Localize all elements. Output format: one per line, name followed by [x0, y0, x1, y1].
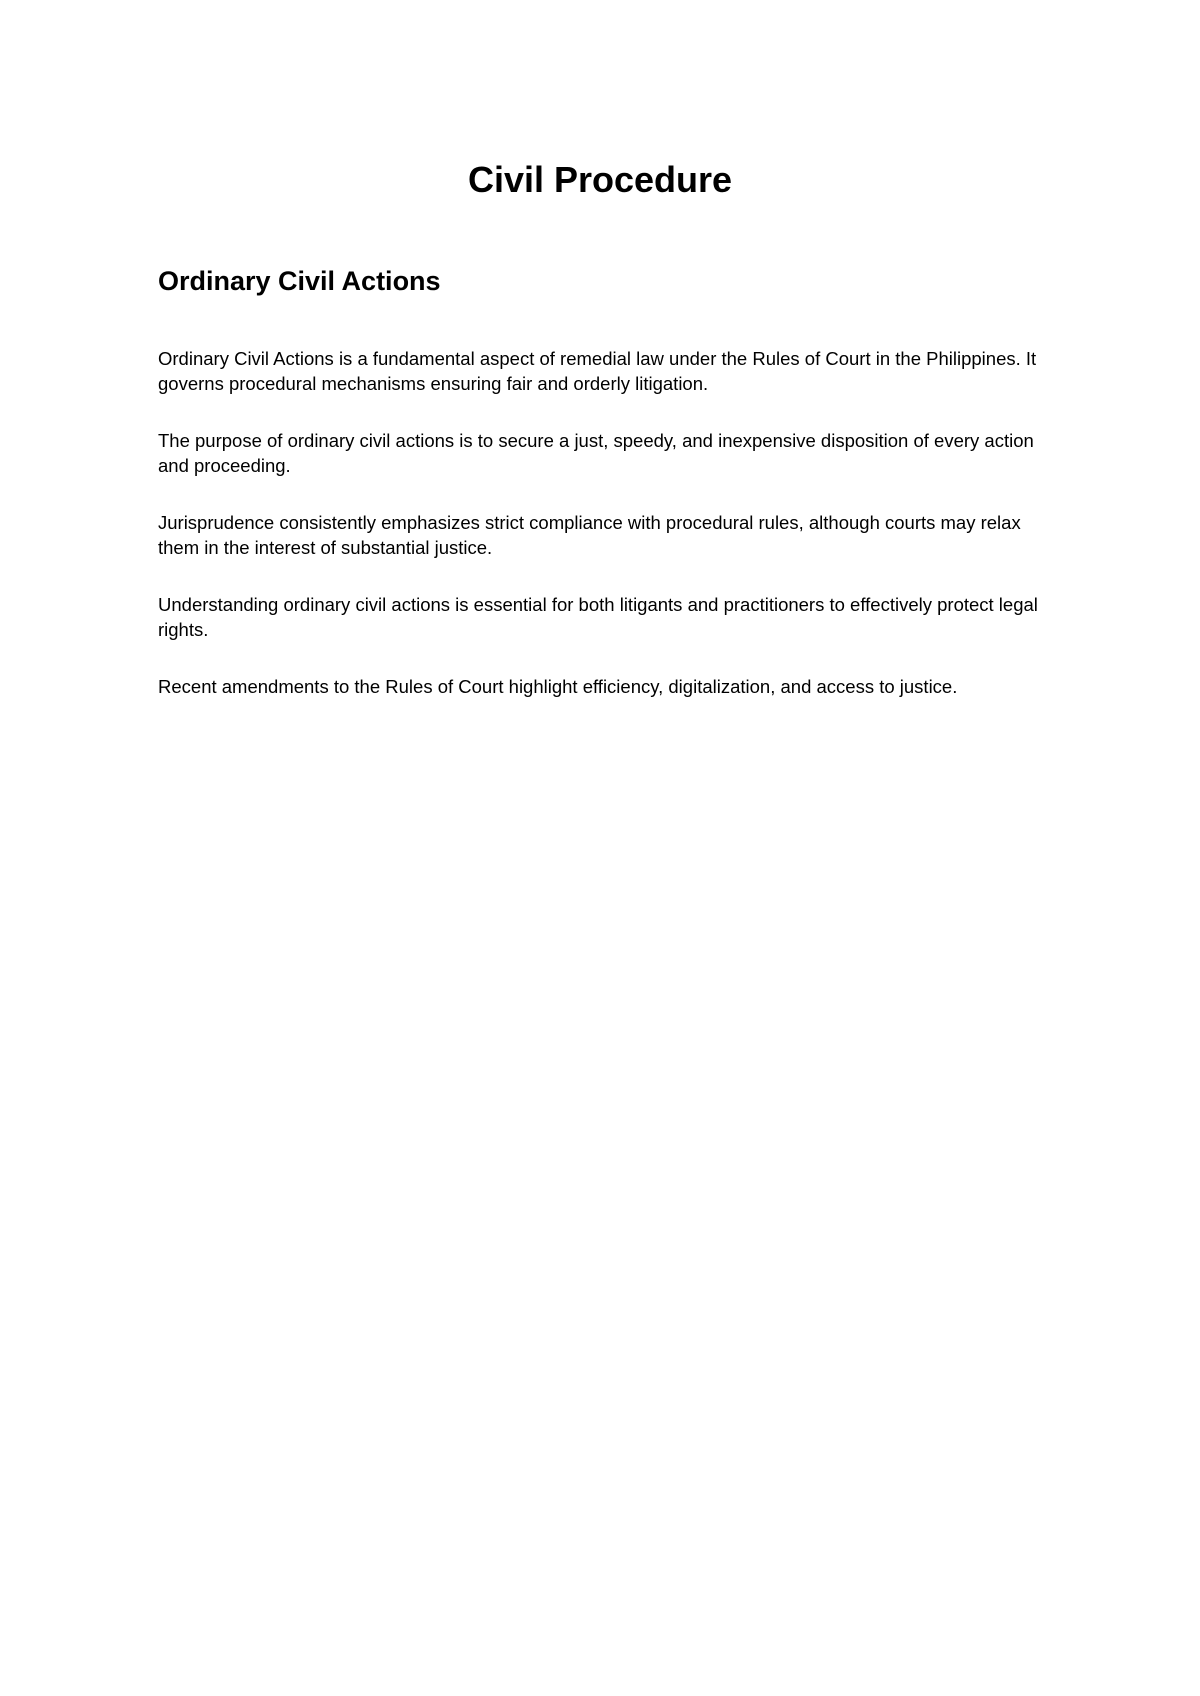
paragraph: Jurisprudence consistently emphasizes strict compliance with procedural rules, although courts may relax them in the interest of substantial justice.	[158, 512, 1021, 558]
paragraph: Ordinary Civil Actions is a fundamental aspect of remedial law under the Rules of Court in the Philippines. It governs procedural mechanisms ensuring fair and orderly litigation.	[158, 348, 1037, 394]
paragraph: Understanding ordinary civil actions is essential for both litigants and practitioners to effectively protect legal rights.	[158, 594, 1038, 640]
section-heading: Ordinary Civil Actions	[158, 266, 441, 296]
paragraph: The purpose of ordinary civil actions is to secure a just, speedy, and inexpensive disposition of every action and proceeding.	[158, 430, 1034, 476]
document-title: Civil Procedure	[467, 159, 733, 200]
document-body	[158, 346, 1038, 731]
paragraph: Recent amendments to the Rules of Court highlight efficiency, digitalization, and access to justice.	[158, 676, 958, 697]
